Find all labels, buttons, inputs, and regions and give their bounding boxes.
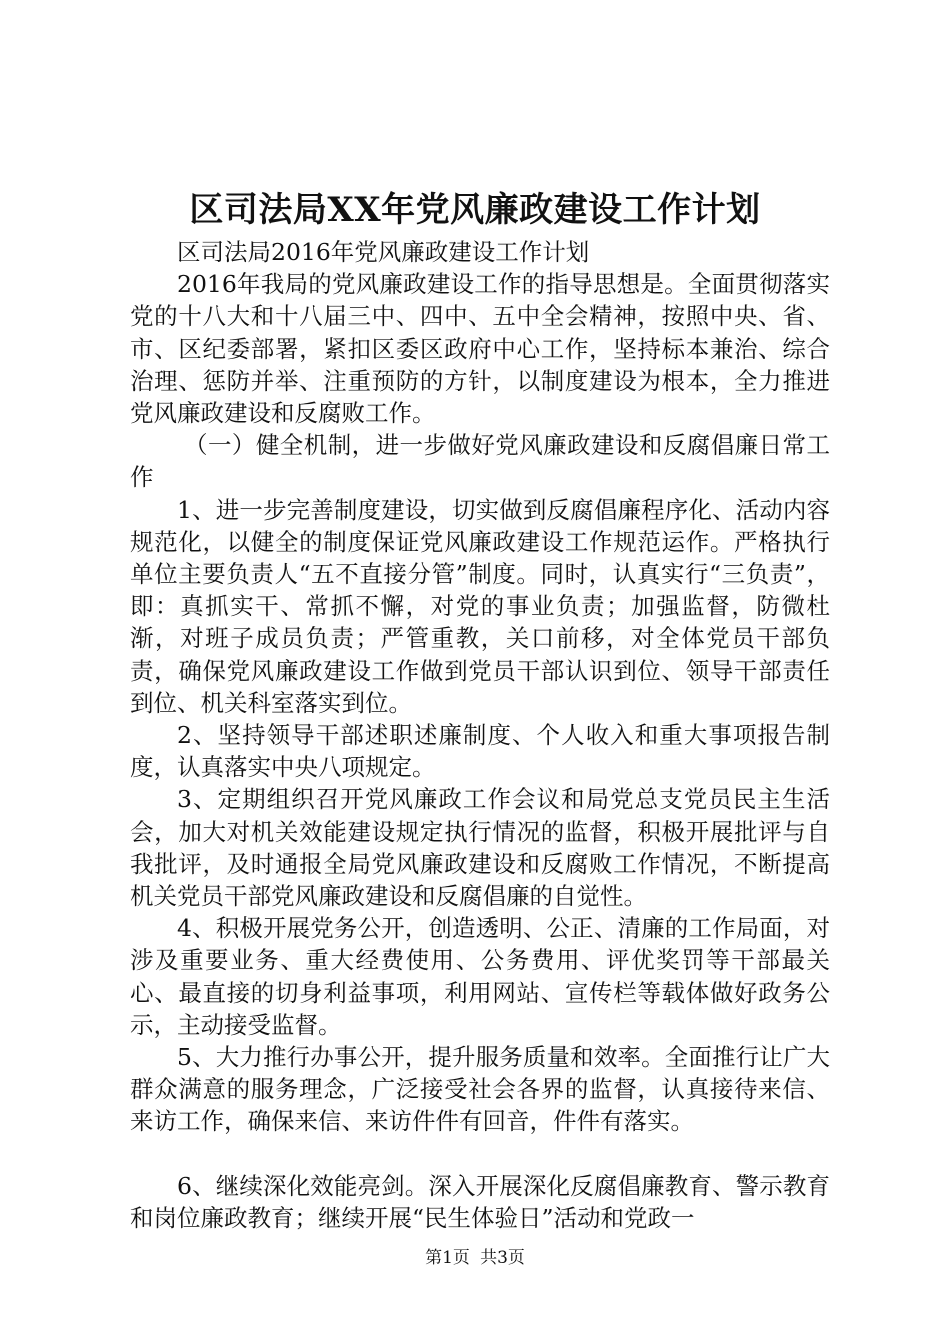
page-number-total: 共3页: [480, 1248, 525, 1268]
section-heading-1: （一）健全机制，进一步做好党风廉政建设和反腐倡廉日常工作: [130, 431, 830, 492]
document-title: 区司法局XX年党风廉政建设工作计划: [189, 190, 761, 230]
subtitle-paragraph: 区司法局2016年党风廉政建设工作计划: [177, 238, 590, 266]
item-2-paragraph: 2、坚持领导干部述职述廉制度、个人收入和重大事项报告制度，认真落实中央八项规定。: [130, 721, 830, 782]
guiding-ideology-paragraph: 2016年我局的党风廉政建设工作的指导思想是。全面贯彻落实党的十八大和十八届三中、四中、五中全会精神，按照中央、省、市、区纪委部署，紧扣区委区政府中心工作，坚持标本兼治、综合治理、惩防并举、注重预防的方针，以制度建设为根本，全力推进党风廉政建设和反腐败工作。: [130, 270, 830, 428]
page-number-current: 第1页: [425, 1248, 470, 1268]
document-body: [130, 236, 830, 1234]
page-footer: [0, 1246, 950, 1270]
item-6-paragraph: 6、继续深化效能亮剑。深入开展深化反腐倡廉教育、警示教育和岗位廉政教育；继续开展“民生体验日”活动和党政一: [130, 1171, 830, 1232]
item-4-paragraph: 4、积极开展党务公开，创造透明、公正、清廉的工作局面，对涉及重要业务、重大经费使用、公务费用、评优奖罚等干部最关心、最直接的切身利益事项，利用网站、宣传栏等载体做好政务公示，主动接受监督。: [130, 914, 830, 1039]
item-3-paragraph: 3、定期组织召开党风廉政工作会议和局党总支党员民主生活会，加大对机关效能建设规定执行情况的监督，积极开展批评与自我批评，及时通报全局党风廉政建设和反腐败工作情况，不断提高机关党员干部党风廉政建设和反腐倡廉的自觉性。: [130, 785, 830, 911]
item-1-paragraph: 1、进一步完善制度建设，切实做到反腐倡廉程序化、活动内容规范化，以健全的制度保证党风廉政建设工作规范运作。严格执行单位主要负责人“五不直接分管”制度。同时，认真实行“三负责”，即：真抓实干、常抓不懈，对党的事业负责；加强监督，防微杜渐，对班子成员负责；严管重教，关口前移，对全体党员干部负责，确保党风廉政建设工作做到党员干部认识到位、领导干部责任到位、机关科室落实到位。: [130, 495, 830, 717]
item-5-paragraph: 5、大力推行办事公开，提升服务质量和效率。全面推行让广大群众满意的服务理念，广泛接受社会各界的监督，认真接待来信、来访工作，确保来信、来访件件有回音，件件有落实。: [130, 1043, 830, 1136]
